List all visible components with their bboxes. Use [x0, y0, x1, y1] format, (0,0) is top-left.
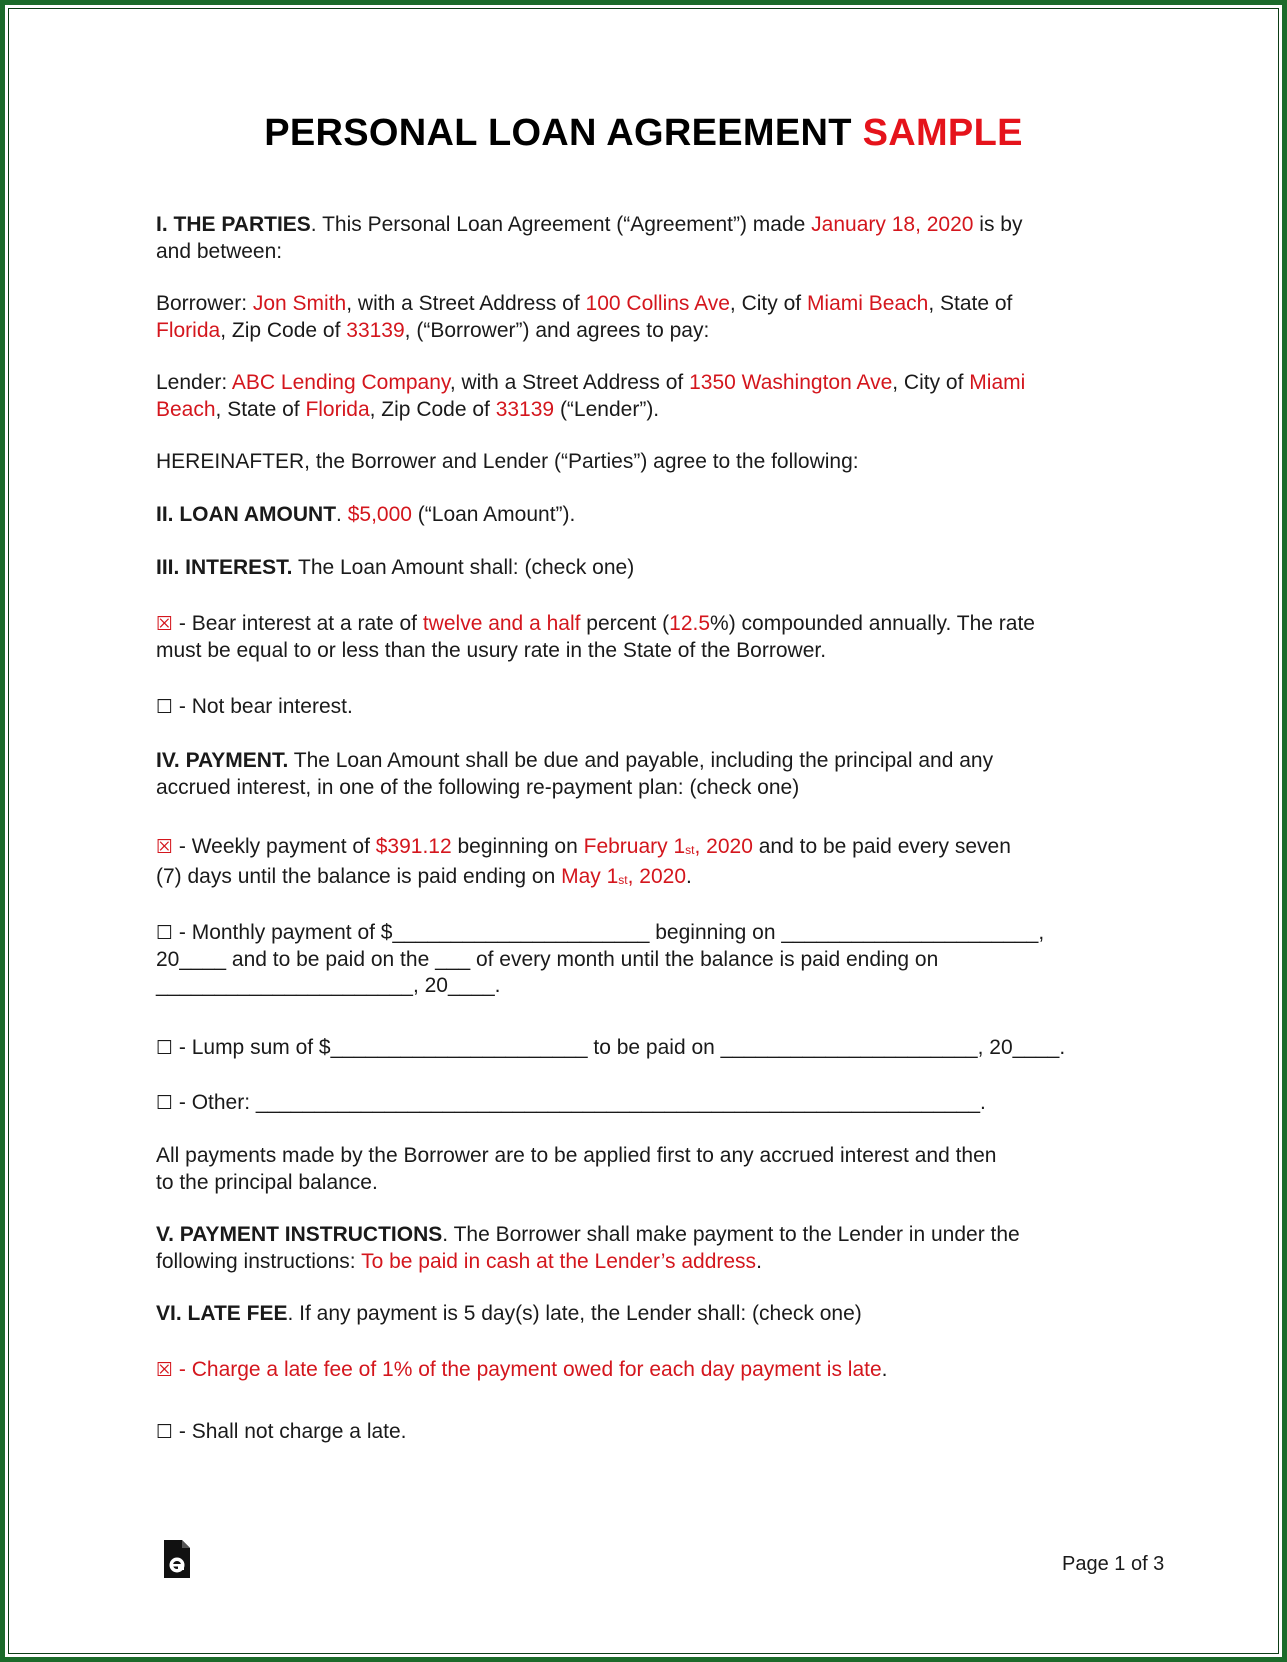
text: All payments made by the Borrower are to be applied first to any accrued interest and then — [156, 1144, 997, 1167]
text: %) compounded annually. The rate — [710, 612, 1035, 635]
rate-number: 12.5 — [669, 612, 711, 635]
late-fee-paragraph — [156, 1301, 1136, 1328]
title-main: PERSONAL LOAN AGREEMENT — [264, 112, 852, 154]
borrower-paragraph — [156, 291, 1136, 344]
borrower-city: Miami Beach — [806, 292, 929, 315]
borrower-name: Jon Smith — [252, 292, 347, 315]
text: , with a Street Address of — [346, 292, 586, 315]
text: . This Personal Loan Agreement (“Agreement”) made — [310, 213, 812, 236]
text: The Loan Amount shall: (check one) — [292, 556, 635, 579]
text: (7) days until the balance is paid ending on — [156, 864, 562, 888]
weekly-start-date — [584, 835, 753, 858]
page-number: Page 1 of 3 — [1062, 1553, 1165, 1575]
payment-option-monthly — [156, 920, 1136, 1000]
text: , (“Borrower”) and agrees to pay: — [404, 318, 710, 342]
unchecked-box-icon[interactable]: ☐ — [156, 1421, 174, 1443]
hereinafter-paragraph: HEREINAFTER, the Borrower and Lender (“Parties”) agree to the following: — [156, 450, 859, 473]
text: . The Borrower shall make payment to the Lender in under the — [442, 1223, 1020, 1246]
parties-heading: I. THE PARTIES — [156, 213, 311, 236]
payment-paragraph — [156, 748, 1136, 801]
interest-paragraph — [156, 555, 1136, 582]
lender-address: 1350 Washington Ave — [689, 371, 893, 394]
late-fee-heading: VI. LATE FEE — [156, 1302, 288, 1325]
loan-amount-heading: II. LOAN AMOUNT — [156, 503, 337, 526]
text: - Weekly payment of — [173, 835, 376, 858]
lender-city: Miami — [969, 371, 1026, 394]
lender-paragraph — [156, 370, 1136, 423]
borrower-zip: 33139 — [346, 318, 405, 342]
payment-heading: IV. PAYMENT. — [156, 749, 289, 772]
text: - Lump sum of $______________________ to be paid on ______________________, 20____. — [173, 1036, 1066, 1059]
borrower-address: 100 Collins Ave — [585, 292, 730, 315]
text: - Not bear interest. — [173, 695, 353, 718]
text: and between: — [156, 239, 283, 263]
text: , City of — [892, 371, 970, 394]
text: must be equal to or less than the usury rate in the State of the Borrower. — [156, 638, 827, 662]
ordinal-suffix: st — [685, 843, 695, 857]
text: ______________________, 20____. — [156, 974, 501, 997]
unchecked-box-icon[interactable]: ☐ — [156, 922, 174, 944]
text: , with a Street Address of — [449, 371, 690, 394]
text: - Monthly payment of $______________________ beginning on ______________________, — [173, 921, 1045, 944]
text: , 2020 — [694, 835, 753, 858]
text: The Loan Amount shall be due and payable, including the principal and any — [288, 749, 994, 772]
interest-option-bear — [156, 611, 1136, 664]
checked-box-icon[interactable]: ☒ — [156, 613, 174, 635]
parties-paragraph — [156, 212, 1136, 265]
text: - Bear interest at a rate of — [173, 612, 423, 635]
text: to the principal balance. — [156, 1170, 378, 1194]
checked-box-icon[interactable]: ☒ — [156, 1359, 174, 1381]
text: (“Lender”). — [554, 397, 660, 421]
payment-note — [156, 1143, 1136, 1196]
text: - — [173, 1358, 192, 1381]
text: , 2020 — [627, 864, 687, 888]
text: . — [686, 864, 692, 888]
late-fee-option-charge — [156, 1357, 1136, 1384]
late-fee-value: Charge a late fee of 1% of the payment owed for each day payment is late — [191, 1358, 882, 1381]
text: . If any payment is 5 day(s) late, the Lender shall: (check one) — [287, 1302, 862, 1325]
text: . — [881, 1358, 888, 1381]
weekly-end-date — [561, 865, 686, 888]
agreement-date: January 18, 2020 — [811, 213, 974, 236]
instructions-paragraph — [156, 1222, 1136, 1275]
text: . — [756, 1249, 762, 1273]
text: , Zip Code of — [220, 318, 347, 342]
unchecked-box-icon[interactable]: ☐ — [156, 1037, 174, 1059]
text: beginning on — [451, 835, 584, 858]
interest-heading: III. INTEREST. — [156, 556, 293, 579]
text: , State of — [928, 292, 1013, 315]
ordinal-suffix: st — [618, 872, 628, 887]
title-sample: SAMPLE — [862, 112, 1023, 154]
interest-option-none — [156, 694, 1136, 721]
eforms-document-icon — [162, 1540, 192, 1580]
text: following instructions: — [156, 1249, 362, 1273]
unchecked-box-icon[interactable]: ☐ — [156, 696, 174, 718]
text: percent ( — [580, 612, 670, 635]
text: May 1 — [561, 864, 619, 888]
lender-name: ABC Lending Company — [231, 371, 450, 394]
rate-words: twelve and a half — [422, 612, 581, 635]
late-fee-option-none — [156, 1419, 1136, 1446]
text: . — [336, 503, 348, 526]
text: - Other: ______________________________________________________________. — [173, 1091, 986, 1114]
instructions-heading: V. PAYMENT INSTRUCTIONS — [156, 1223, 443, 1246]
loan-amount-value: $5,000 — [347, 503, 412, 526]
checked-box-icon[interactable]: ☒ — [156, 836, 174, 858]
weekly-amount: $391.12 — [375, 835, 452, 858]
text: , City of — [729, 292, 807, 315]
payment-option-other — [156, 1090, 1136, 1117]
text: Lender: — [156, 371, 232, 394]
payment-option-lump — [156, 1035, 1136, 1062]
payment-option-weekly — [156, 834, 1136, 893]
text: Borrower: — [156, 292, 253, 315]
lender-state: Florida — [305, 397, 370, 421]
text: , State of — [215, 397, 306, 421]
loan-amount-paragraph — [156, 502, 1136, 529]
text: , Zip Code of — [369, 397, 496, 421]
text: February 1 — [583, 835, 686, 858]
unchecked-box-icon[interactable]: ☐ — [156, 1092, 174, 1114]
text: is by — [973, 213, 1023, 236]
instructions-value: To be paid in cash at the Lender’s address — [361, 1249, 757, 1273]
text: and to be paid every seven — [752, 835, 1011, 858]
text: - Shall not charge a late. — [173, 1420, 407, 1443]
document-title — [0, 112, 1287, 155]
borrower-state: Florida — [156, 318, 221, 342]
lender-zip: 33139 — [495, 397, 555, 421]
text: 20____ and to be paid on the ___ of every month until the balance is paid ending on — [156, 947, 939, 971]
text: accrued interest, in one of the following re-payment plan: (check one) — [156, 775, 800, 799]
lender-city-cont: Beach — [156, 397, 216, 421]
text: (“Loan Amount”). — [411, 503, 576, 526]
